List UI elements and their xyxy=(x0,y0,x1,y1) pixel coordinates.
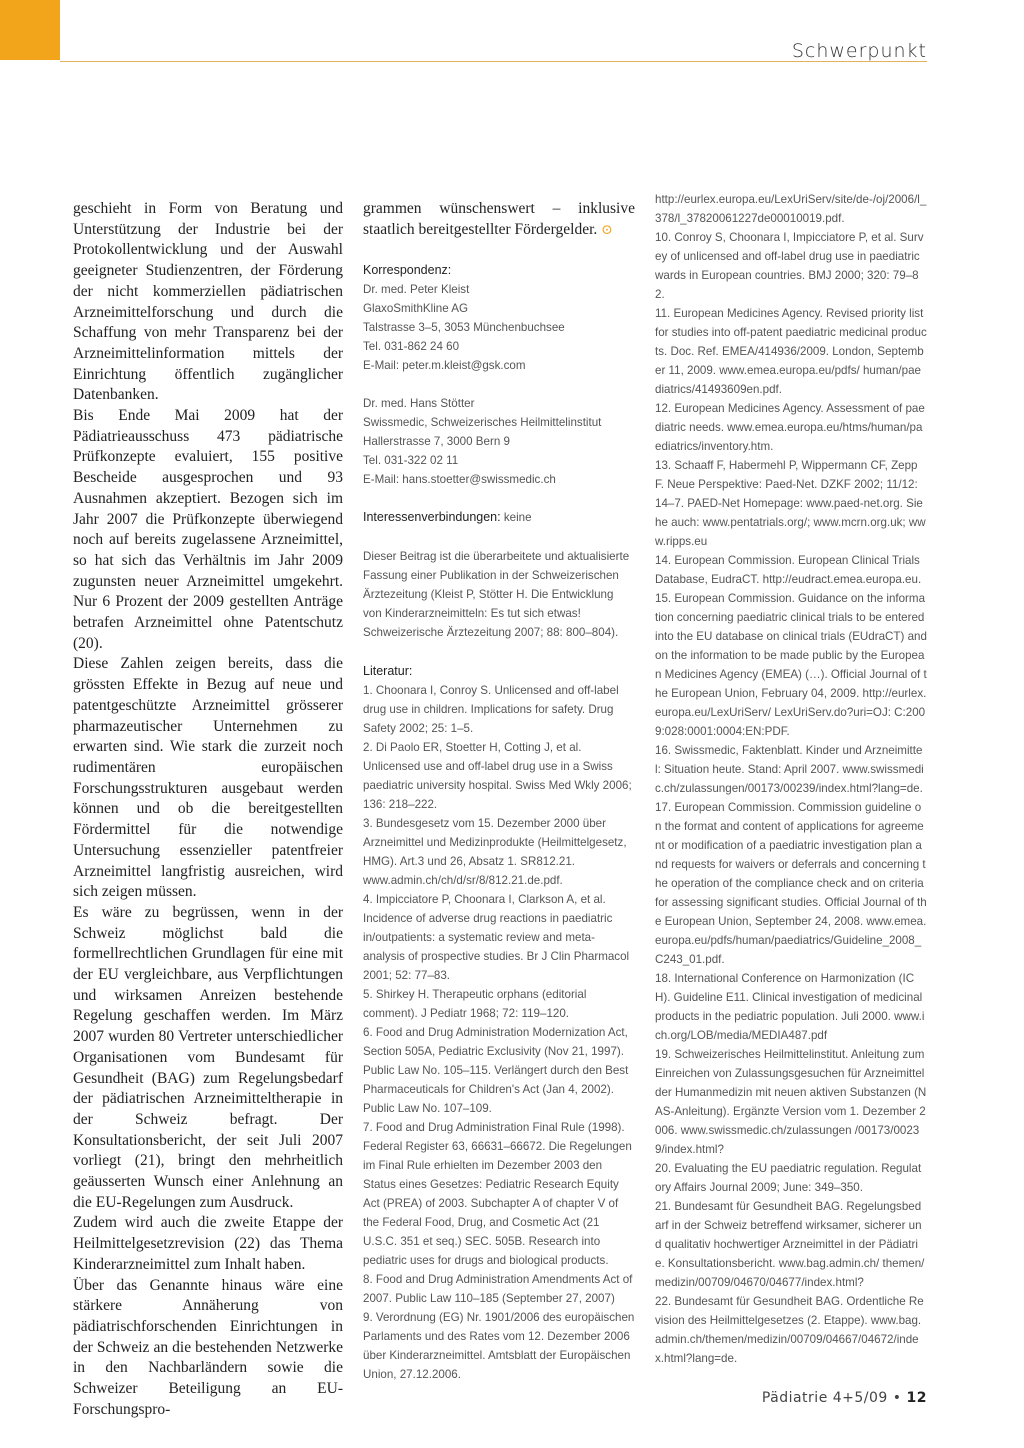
page-footer xyxy=(762,1390,927,1406)
reference-item: 3. Bundesgesetz vom 15. Dezember 2000 über Arzneimittel und Medizinprodukte (Heilmittelgesetz, HMG). Art.3 und 26, Absatz 1. SR812.21. www.admin.ch/ch/d/sr/8/812.21.de.pdf. xyxy=(363,817,627,888)
reference-item: 8. Food and Drug Administration Amendments Act of 2007. Public Law 110–185 (September 27, 2007) xyxy=(363,1273,633,1306)
reference-item: 4. Impicciatore P, Choonara I, Clarkson A, et al. Incidence of adverse drug reactions in paediatric in/outpatients: a systematic review and meta-analysis of prospective studies. Br J Clin Pharmacol 2001; 52: 77–83. xyxy=(363,893,630,983)
correspondence-author-1: Dr. med. Peter Kleist GlaxoSmithKline AG Talstrasse 3–5, 3053 Münchenbuchsee Tel. 031-862 24 60 E-Mail: peter.m.kleist@gsk.com xyxy=(363,280,635,375)
reference-item: 17. European Commission. Commission guideline on the format and content of applications for agreement or modification of a paediatric investigation plan and requests for waivers or deferrals and concerning the operation of the compliance check and on criteria for assessing significant studies. Official Journal of the European Union, September 24, 2008. www.emea.europa.eu/pdfs/human/paediatrics/Guideline_2008_C243_01.pdf. xyxy=(655,801,927,966)
body-continuation: grammen wünschenswert – inklusive staatlich bereitgestellter Fördergelder. ⊙ xyxy=(363,200,635,238)
email-link[interactable]: E-Mail: hans.stoetter@swissmedic.ch xyxy=(363,473,556,487)
reference-item: 1. Choonara I, Conroy S. Unlicensed and off-label drug use in children. Implications for safety. Drug Safety 2002; 25: 1–5. xyxy=(363,684,619,736)
corner-accent-block xyxy=(0,0,60,60)
footer-bullet: • xyxy=(892,1390,902,1406)
body-paragraph: Es wäre zu begrüssen, wenn in der Schweiz möglichst bald die formellrechtlichen Grundlagen für eine mit der EU vergleichbare, aus Verpflichtungen und wirksamen Anreizen bestehende Regelung geschaffen werden. Im März 2007 wurden 80 Vertreter unterschiedlicher Organisationen vom Bundesamt für Gesundheit (BAG) zum Regelungsbedarf der pädiatrischen Arzneimitteltherapie in der Schweiz befragt. Der Konsultationsbericht, der seit Juli 2007 vorliegt (21), bringt den mehrheitlich geäusserten Wunsch einer Anlehnung an die EU-Regelungen zum Ausdruck. xyxy=(73,903,343,1211)
correspondence-author-2: Dr. med. Hans Stötter Swissmedic, Schweizerisches Heilmittelinstitut Hallerstrasse 7, 3000 Bern 9 Tel. 031-322 02 11 E-Mail: hans.stoetter@swissmedic.ch xyxy=(363,394,635,489)
email-link[interactable]: E-Mail: peter.m.kleist@gsk.com xyxy=(363,359,526,373)
reference-item: http://eurlex.europa.eu/LexUriServ/site/de-/oj/2006/l_378/l_37820061227de00010019.pdf. xyxy=(655,193,927,225)
middle-column xyxy=(363,199,635,1384)
body-paragraph: Bis Ende Mai 2009 hat der Pädiatrieausschuss 473 pädiatrische Prüfkonzepte evaluiert, 155 positive Bescheide ausgesprochen und 93 Ausnahmen akzeptiert. Bezogen sich im Jahr 2007 die Prüfkonzepte überwiegend noch auf bereits zugelassene Arzneimittel, so hat sich das Verhältnis im Jahr 2009 zugunsten neuer Arzneimittel umgekehrt. Nur 6 Prozent der 2009 gestellten Anträge betrafen Arzneimittel ohne Patentschutz (20). xyxy=(73,407,343,652)
body-paragraph: Zudem wird auch die zweite Etappe der Heilmittelgesetzrevision (22) das Thema Kinderarzneimittel zum Inhalt haben. xyxy=(73,1214,343,1273)
reference-item: 20. Evaluating the EU paediatric regulation. Regulatory Affairs Journal 2009; June: 349–350. xyxy=(655,1162,922,1194)
reference-item: 19. Schweizerisches Heilmittelinstitut. Anleitung zum Einreichen von Zulassungsgesuchen für Arzneimittel der Humanmedizin mit neuen aktiven Substanzen (NAS-Anleitung). Ergänzte Version vom 1. Dezember 2006. www.swissmedic.ch/zulassungen /00173/00239/index.html? xyxy=(655,1048,927,1156)
body-paragraph: geschieht in Form von Beratung und Unterstützung der Industrie bei der Protokollentwicklung und der Auswahl geeigneter Studienzentren, der Förderung der nicht kommerziellen pädiatrischen Arzneimittelforschung und durch die Schaffung von mehr Transparenz bei der Arzneimittelinformation mittels der Einrichtung öffentlich zugänglicher Datenbanken. xyxy=(73,200,343,404)
journal-issue: Pädiatrie 4+5/09 xyxy=(761,1390,888,1406)
reference-item: 6. Food and Drug Administration Modernization Act, Section 505A, Pediatric Exclusivity (Nov 21, 1997). Public Law No. 105–115. Verlängert durch den Best Pharmaceuticals for Children's Act (Jan 4, 2002). Public Law No. 107–109. xyxy=(363,1026,629,1116)
reference-item: 9. Verordnung (EG) Nr. 1901/2006 des europäischen Parlaments und des Rates vom 12. Dezember 2006 über Kinderarzneimittel. Amtsblatt der Europäischen Union, 27.12.2006. xyxy=(363,1311,635,1382)
reference-item: 5. Shirkey H. Therapeutic orphans (editorial comment). J Pediatr 1968; 72: 119–120. xyxy=(363,988,587,1021)
reference-item: 16. Swissmedic, Faktenblatt. Kinder und Arzneimittel: Situation heute. Stand: April 2007. www.swissmedic.ch/zulassungen/00173/00239/index.html?lang=de. xyxy=(655,744,924,795)
reference-item: 21. Bundesamt für Gesundheit BAG. Regelungsbedarf in der Schweiz betreffend wirksamer, sicherer und qualitativ hochwertiger Arzneimittel in der Pädiatrie. Konsultationsbericht. www.bag.admin.ch/ themen/medizin/00709/04670/04677/index.html? xyxy=(655,1200,925,1289)
body-paragraph: Über das Genannte hinaus wäre eine stärkere Annäherung von pädiatrischforschenden Einrichtungen in der Schweiz an die bestehenden Netzwerke in den Nachbarländern sowie die Schweizer Beteiligung an EU-Forschungspro- xyxy=(73,1276,343,1418)
reference-item: 22. Bundesamt für Gesundheit BAG. Ordentliche Revision des Heilmittelgesetzes (2. Etappe). www.bag.admin.ch/themen/medizin/00709/04667/04672/index.html?lang=de. xyxy=(655,1295,924,1365)
section-title: Schwerpunkt xyxy=(791,40,927,62)
publication-note: Dieser Beitrag ist die überarbeitete und aktualisierte Fassung einer Publikation in der Schweizerischen Ärztezeitung (Kleist P, Stötter H. Die Entwicklung von Kinderarzneimitteln: Es tut sich etwas! Schweizerische Ärztezeitung 2007; 88: 800–804). xyxy=(363,550,630,640)
reference-item: 11. European Medicines Agency. Revised priority list for studies into off-patent paediatric medicinal products. Doc. Ref. EMEA/414936/2009. London, September 11, 2009. www.emea.europa.eu/pdfs/ human/paediatrics/41493609en.pdf. xyxy=(655,307,927,396)
reference-item: 14. European Commission. European Clinical Trials Database, EudraCT. http://eudract.emea.europa.eu. xyxy=(655,554,922,586)
right-column xyxy=(655,190,927,1368)
reference-list-continued xyxy=(655,190,927,1368)
literature-heading: Literatur: xyxy=(363,664,413,679)
header-rule xyxy=(60,61,927,62)
page-number: 12 xyxy=(906,1390,927,1406)
conflicts-of-interest: Interessenverbindungen: keine xyxy=(363,510,532,525)
reference-item: 12. European Medicines Agency. Assessment of paediatric needs. www.emea.europa.eu/htms/human/paediatrics/inventory.htm. xyxy=(655,402,925,453)
reference-item: 7. Food and Drug Administration Final Rule (1998). Federal Register 63, 66631–66672. Die Regelungen im Final Rule erhielten im Dezember 2003 den Status eines Gesetzes: Pediatric Research Equity Act (PREA) of 2003. Subchapter A of chapter V of the Federal Food, Drug, and Cosmetic Act (21 U.S.C. 351 et seq.) SEC. 505B. Research into pediatric uses for drugs and biological products. xyxy=(363,1121,632,1268)
reference-item: 18. International Conference on Harmonization (ICH). Guideline E11. Clinical investigation of medicinal products in the pediatric population. Juli 2000. www.ich.org/LOB/media/MEDIA487.pdf xyxy=(655,972,925,1042)
body-paragraph: Diese Zahlen zeigen bereits, dass die grössten Effekte in Bezug auf neue und patentgeschützte Arzneimittel grösserer pharmazeutischer Unternehmen zu erwarten sind. Wie stark die zurzeit noch rudimentären europäischen Forschungsstrukturen ausgebaut werden können und ob die bereitgestellten Fördermittel für die notwendige Untersuchung essenzieller patentfreier Arzneimittel langfristig ausreichen, wird sich zeigen müssen. xyxy=(73,655,343,901)
reference-list xyxy=(363,681,635,1384)
body-column xyxy=(73,199,343,1420)
end-of-article-icon: ⊙ xyxy=(601,222,613,238)
correspondence-heading: Korrespondenz: xyxy=(363,263,452,278)
reference-item: 13. Schaaff F, Habermehl P, Wippermann CF, Zepp F. Neue Perspektive: Paed-Net. DZKF 2002; 11/12: 14–7. PAED-Net Homepage: www.paed-net.org. Siehe auch: www.pentatrials.org/; www.mcrn.org.uk; www.ripps.eu xyxy=(655,459,926,548)
reference-item: 2. Di Paolo ER, Stoetter H, Cotting J, et al. Unlicensed use and off-label drug use in a Swiss paediatric university hospital. Swiss Med Wkly 2006; 136: 218–222. xyxy=(363,741,632,812)
reference-item: 10. Conroy S, Choonara I, Impicciatore P, et al. Survey of unlicensed and off-label drug use in paediatric wards in European countries. BMJ 2000; 320: 79–82. xyxy=(655,231,924,301)
reference-item: 15. European Commission. Guidance on the information concerning paediatric clinical trials to be entered into the EU database on clinical trials (EUdraCT) and on the information to be made public by the European Medicines Agency (EMEA) (…). Official Journal of the European Union, February 04, 2009. http://eurlex.europa.eu/LexUriServ/ LexUriServ.do?uri=OJ: C:2009:028:0001:0004:EN:PDF. xyxy=(655,592,927,738)
